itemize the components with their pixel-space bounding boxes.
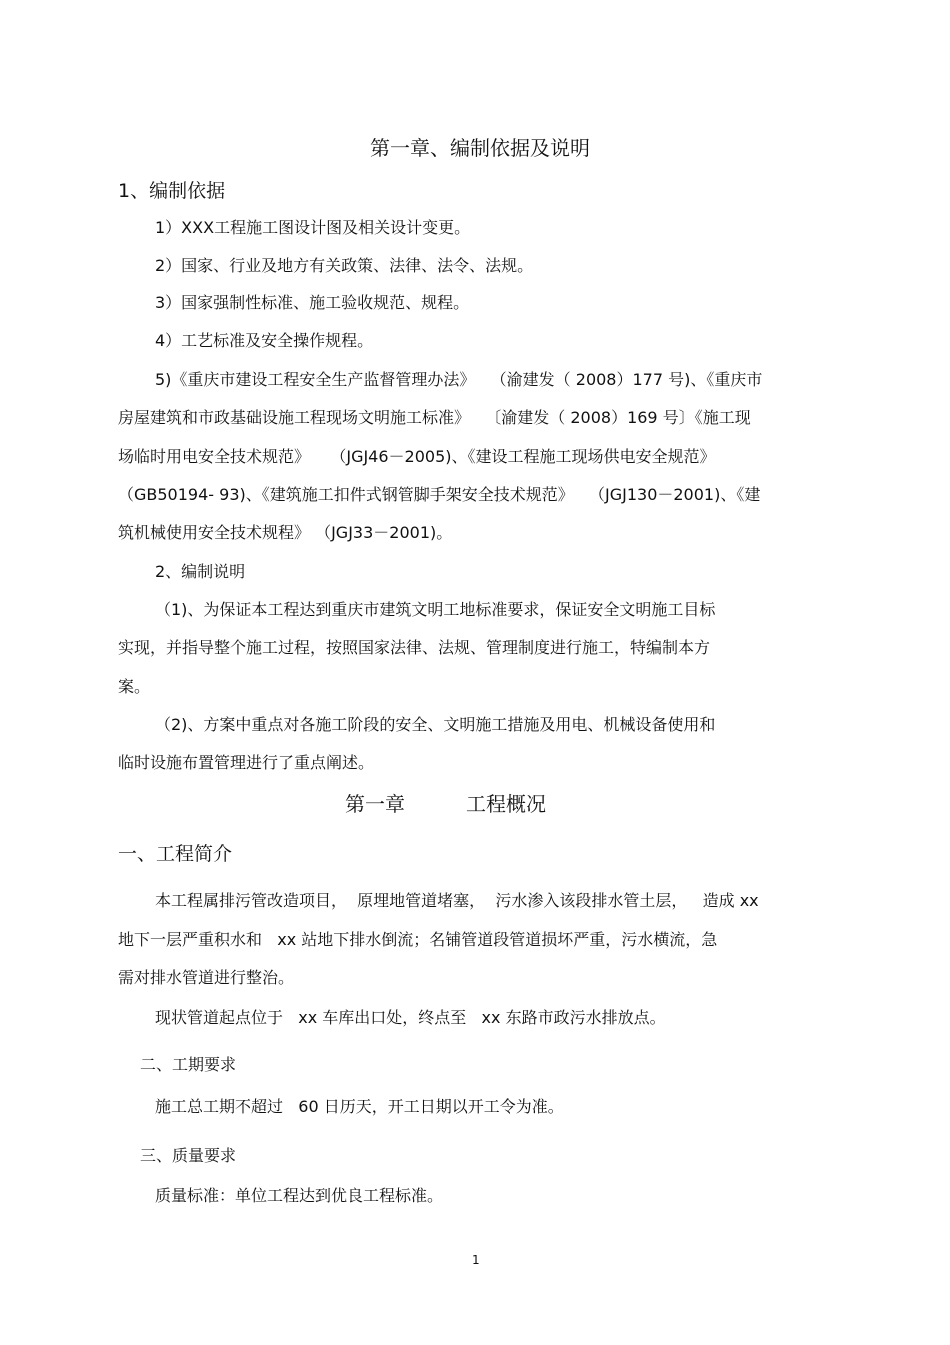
section-heading-duration: 二、工期要求 [140, 1055, 237, 1074]
notes-para-1-line-3: 案。 [118, 677, 151, 696]
chapter2-title-left: 第一章 [345, 792, 405, 816]
basis-item-3: 3）国家强制性标准、施工验收规范、规程。 [155, 293, 470, 312]
section-heading-basis: 1、编制依据 [118, 180, 226, 202]
basis-item-5-line-5: 筑机械使用安全技术规程》 （JGJ33－2001)。 [118, 523, 453, 542]
page-number: 1 [472, 1253, 480, 1267]
basis-item-5-line-2: 房屋建筑和市政基础设施工程现场文明施工标准》 〔渝建发（ 2008）169 号〕《施工现 [118, 408, 751, 427]
section-heading-overview: 一、工程简介 [118, 843, 233, 865]
overview-line-2: 地下一层严重积水和 xx 站地下排水倒流；名铺管道段管道损坏严重，污水横流，急 [118, 930, 718, 949]
basis-item-5-line-4: （GB50194- 93)、《建筑施工扣件式钢管脚手架安全技术规范》 （JGJ130－2001)、《建 [118, 485, 761, 504]
notes-para-2-line-1: （2)、方案中重点对各施工阶段的安全、文明施工措施及用电、机械设备使用和 [155, 715, 716, 734]
notes-para-2-line-2: 临时设施布置管理进行了重点阐述。 [118, 753, 375, 772]
basis-item-5-line-3: 场临时用电安全技术规范》 （JGJ46－2005)、《建设工程施工现场供电安全规范》 [118, 447, 716, 466]
basis-item-2: 2）国家、行业及地方有关政策、法律、法令、法规。 [155, 256, 534, 275]
location-line: 现状管道起点位于 xx 车库出口处，终点至 xx 东路市政污水排放点。 [155, 1008, 666, 1027]
duration-line: 施工总工期不超过 60 日历天，开工日期以开工令为准。 [155, 1097, 564, 1116]
section-heading-notes: 2、编制说明 [155, 562, 246, 581]
basis-item-1: 1）XXX工程施工图设计图及相关设计变更。 [155, 218, 471, 237]
section-heading-quality: 三、质量要求 [140, 1146, 237, 1165]
basis-item-5-line-1: 5)《重庆市建设工程安全生产监督管理办法》 （渝建发（ 2008）177 号)、《重庆市 [155, 370, 763, 389]
overview-line-1: 本工程属排污管改造项目， 原埋地管道堵塞， 污水渗入该段排水管土层， 造成 xx [155, 891, 759, 910]
chapter1-title: 第一章、编制依据及说明 [370, 136, 590, 160]
chapter2-title-right: 工程概况 [466, 792, 546, 816]
quality-line: 质量标准：单位工程达到优良工程标准。 [155, 1186, 444, 1205]
overview-line-3: 需对排水管道进行整治。 [118, 968, 295, 987]
notes-para-1-line-2: 实现，并指导整个施工过程，按照国家法律、法规、管理制度进行施工，特编制本方 [118, 638, 711, 657]
basis-item-4: 4）工艺标准及安全操作规程。 [155, 331, 374, 350]
notes-para-1-line-1: （1)、为保证本工程达到重庆市建筑文明工地标准要求，保证安全文明施工目标 [155, 600, 716, 619]
